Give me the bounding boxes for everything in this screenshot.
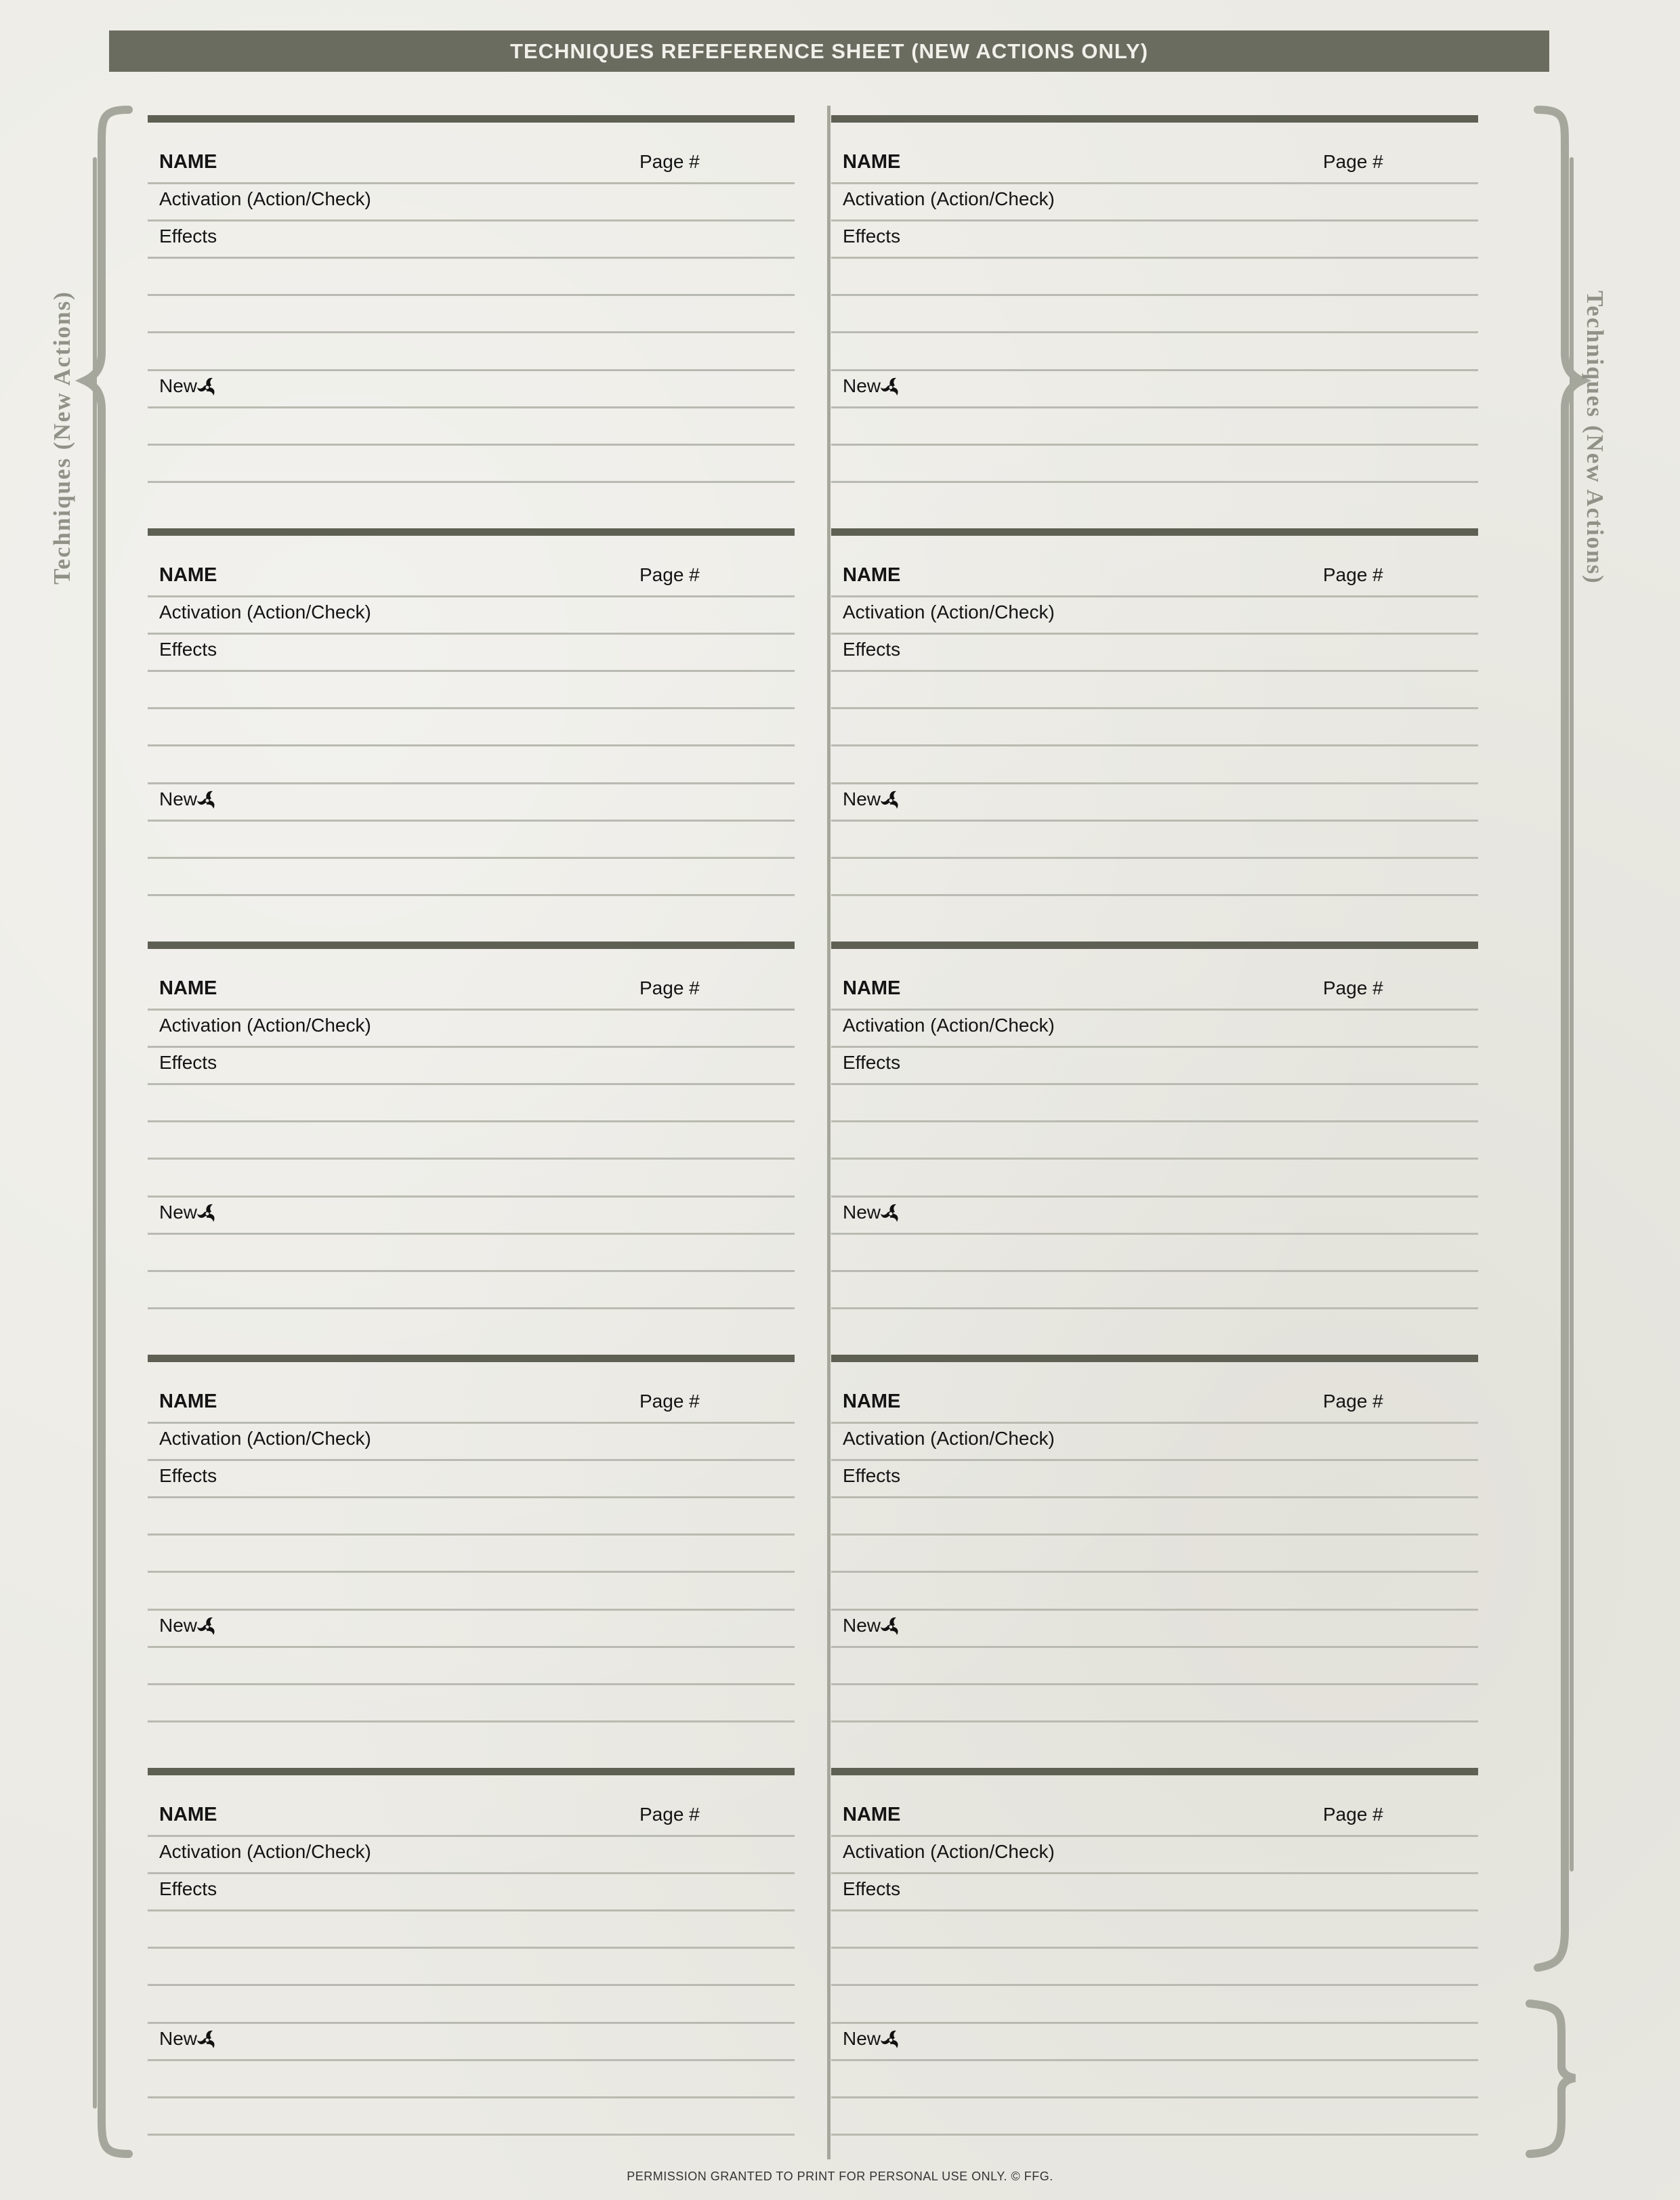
card-header-bar bbox=[148, 115, 795, 123]
write-in-line[interactable] bbox=[148, 670, 795, 672]
page-number-label: Page # bbox=[1323, 977, 1383, 998]
name-label: NAME bbox=[843, 977, 901, 999]
write-in-line[interactable] bbox=[831, 1270, 1478, 1272]
write-in-line[interactable] bbox=[148, 1984, 795, 1986]
write-in-line[interactable] bbox=[831, 1083, 1478, 1085]
write-in-line[interactable] bbox=[148, 182, 795, 184]
effects-label: Effects bbox=[843, 226, 901, 247]
write-in-line[interactable] bbox=[831, 1646, 1478, 1648]
write-in-line[interactable] bbox=[831, 182, 1478, 184]
page-title: TECHNIQUES REFEFERENCE SHEET (NEW ACTIONS ONLY) bbox=[109, 30, 1549, 72]
write-in-line[interactable] bbox=[148, 1909, 795, 1911]
name-label: NAME bbox=[159, 1804, 217, 1825]
write-in-line[interactable] bbox=[148, 2059, 795, 2061]
write-in-line[interactable] bbox=[831, 1046, 1478, 1048]
write-in-line[interactable] bbox=[831, 294, 1478, 296]
write-in-line[interactable] bbox=[148, 894, 795, 896]
write-in-line[interactable] bbox=[148, 1533, 795, 1536]
triskelion-symbol-icon bbox=[879, 2028, 903, 2052]
page-number-label: Page # bbox=[639, 977, 700, 998]
write-in-line[interactable] bbox=[148, 1683, 795, 1685]
technique-card bbox=[148, 942, 795, 1321]
write-in-line[interactable] bbox=[831, 1947, 1478, 1949]
name-label: NAME bbox=[159, 1391, 217, 1412]
effects-label: Effects bbox=[843, 1878, 901, 1899]
activation-label: Activation (Action/Check) bbox=[843, 1015, 1055, 1036]
name-label: NAME bbox=[843, 1804, 901, 1825]
card-header-bar bbox=[831, 942, 1478, 949]
name-label: NAME bbox=[159, 564, 217, 586]
write-in-line[interactable] bbox=[831, 782, 1478, 784]
write-in-line[interactable] bbox=[148, 1270, 795, 1272]
write-in-line[interactable] bbox=[831, 857, 1478, 859]
write-in-line[interactable] bbox=[148, 219, 795, 221]
triskelion-symbol-icon bbox=[195, 2028, 219, 2052]
activation-label: Activation (Action/Check) bbox=[159, 601, 371, 622]
card-header-bar bbox=[831, 528, 1478, 536]
triskelion-symbol-icon bbox=[195, 1615, 219, 1639]
write-in-line[interactable] bbox=[831, 2022, 1478, 2024]
write-in-line[interactable] bbox=[148, 369, 795, 371]
triskelion-symbol-icon bbox=[879, 1615, 903, 1639]
write-in-line[interactable] bbox=[831, 369, 1478, 371]
technique-card bbox=[831, 1355, 1478, 1734]
page-number-label: Page # bbox=[639, 1391, 700, 1412]
effects-label: Effects bbox=[843, 1052, 901, 1073]
write-in-line[interactable] bbox=[831, 219, 1478, 221]
name-label: NAME bbox=[843, 151, 901, 173]
write-in-line[interactable] bbox=[831, 1009, 1478, 1011]
write-in-line[interactable] bbox=[148, 406, 795, 408]
write-in-line[interactable] bbox=[148, 857, 795, 859]
write-in-line[interactable] bbox=[148, 1459, 795, 1461]
effects-label: Effects bbox=[843, 1465, 901, 1486]
write-in-line[interactable] bbox=[148, 595, 795, 597]
write-in-line[interactable] bbox=[831, 257, 1478, 259]
write-in-line[interactable] bbox=[148, 294, 795, 296]
write-in-line[interactable] bbox=[148, 1496, 795, 1498]
effects-label: Effects bbox=[159, 1052, 217, 1073]
write-in-line[interactable] bbox=[148, 257, 795, 259]
write-in-line[interactable] bbox=[831, 331, 1478, 333]
write-in-line[interactable] bbox=[148, 782, 795, 784]
write-in-line[interactable] bbox=[831, 1683, 1478, 1685]
write-in-line[interactable] bbox=[148, 444, 795, 446]
write-in-line[interactable] bbox=[148, 1872, 795, 1874]
write-in-line[interactable] bbox=[148, 1609, 795, 1611]
write-in-line[interactable] bbox=[148, 1307, 795, 1309]
effects-label: Effects bbox=[159, 1878, 217, 1899]
triskelion-symbol-icon bbox=[879, 375, 903, 400]
card-header-bar bbox=[148, 942, 795, 949]
write-in-line[interactable] bbox=[148, 1835, 795, 1837]
page-number-label: Page # bbox=[1323, 564, 1383, 585]
write-in-line[interactable] bbox=[831, 1120, 1478, 1122]
new-label: New bbox=[159, 788, 198, 809]
activation-label: Activation (Action/Check) bbox=[159, 1015, 371, 1036]
write-in-line[interactable] bbox=[831, 820, 1478, 822]
new-label: New bbox=[843, 2028, 881, 2049]
activation-label: Activation (Action/Check) bbox=[843, 1428, 1055, 1449]
activation-label: Activation (Action/Check) bbox=[843, 188, 1055, 209]
write-in-line[interactable] bbox=[148, 1120, 795, 1122]
triskelion-symbol-icon bbox=[195, 375, 219, 400]
technique-card bbox=[831, 942, 1478, 1321]
write-in-line[interactable] bbox=[148, 1009, 795, 1011]
write-in-line[interactable] bbox=[831, 1609, 1478, 1611]
name-label: NAME bbox=[843, 1391, 901, 1412]
write-in-line[interactable] bbox=[831, 894, 1478, 896]
write-in-line[interactable] bbox=[148, 1196, 795, 1198]
write-in-line[interactable] bbox=[148, 2134, 795, 2136]
write-in-line[interactable] bbox=[148, 820, 795, 822]
effects-label: Effects bbox=[159, 1465, 217, 1486]
effects-label: Effects bbox=[843, 639, 901, 660]
triskelion-symbol-icon bbox=[195, 1202, 219, 1226]
write-in-line[interactable] bbox=[831, 1422, 1478, 1424]
write-in-line[interactable] bbox=[831, 1158, 1478, 1160]
name-label: NAME bbox=[843, 564, 901, 586]
write-in-line[interactable] bbox=[831, 2134, 1478, 2136]
activation-label: Activation (Action/Check) bbox=[159, 1841, 371, 1862]
write-in-line[interactable] bbox=[148, 1046, 795, 1048]
effects-label: Effects bbox=[159, 639, 217, 660]
write-in-line[interactable] bbox=[148, 1646, 795, 1648]
activation-label: Activation (Action/Check) bbox=[159, 1428, 371, 1449]
page-number-label: Page # bbox=[1323, 151, 1383, 172]
write-in-line[interactable] bbox=[148, 633, 795, 635]
write-in-line[interactable] bbox=[148, 1947, 795, 1949]
new-label: New bbox=[843, 788, 881, 809]
write-in-line[interactable] bbox=[831, 707, 1478, 709]
write-in-line[interactable] bbox=[148, 2096, 795, 2098]
write-in-line[interactable] bbox=[831, 1307, 1478, 1309]
triskelion-symbol-icon bbox=[879, 788, 903, 813]
write-in-line[interactable] bbox=[148, 331, 795, 333]
write-in-line[interactable] bbox=[831, 1459, 1478, 1461]
write-in-line[interactable] bbox=[831, 1720, 1478, 1722]
write-in-line[interactable] bbox=[831, 1533, 1478, 1536]
technique-card bbox=[148, 1768, 795, 2147]
technique-card bbox=[831, 1768, 1478, 2147]
name-label: NAME bbox=[159, 977, 217, 999]
write-in-line[interactable] bbox=[831, 481, 1478, 483]
write-in-line[interactable] bbox=[831, 1909, 1478, 1911]
write-in-line[interactable] bbox=[148, 1422, 795, 1424]
write-in-line[interactable] bbox=[148, 1158, 795, 1160]
card-header-bar bbox=[148, 1768, 795, 1775]
new-label: New bbox=[843, 1615, 881, 1636]
write-in-line[interactable] bbox=[831, 1571, 1478, 1573]
write-in-line[interactable] bbox=[831, 595, 1478, 597]
right-brace-icon bbox=[1538, 110, 1582, 1968]
write-in-line[interactable] bbox=[831, 444, 1478, 446]
write-in-line[interactable] bbox=[148, 707, 795, 709]
technique-card bbox=[831, 115, 1478, 494]
effects-label: Effects bbox=[159, 226, 217, 247]
technique-card bbox=[148, 528, 795, 908]
name-label: NAME bbox=[159, 151, 217, 173]
triskelion-symbol-icon bbox=[195, 788, 219, 813]
new-label: New bbox=[843, 1202, 881, 1223]
card-header-bar bbox=[831, 1355, 1478, 1362]
right-side-label: Techniques (New Actions) bbox=[1582, 291, 1608, 585]
write-in-line[interactable] bbox=[831, 1196, 1478, 1198]
new-label: New bbox=[159, 375, 198, 396]
new-label: New bbox=[843, 375, 881, 396]
left-brace-icon bbox=[85, 110, 129, 2154]
new-label: New bbox=[159, 2028, 198, 2049]
write-in-line[interactable] bbox=[831, 744, 1478, 746]
write-in-line[interactable] bbox=[831, 406, 1478, 408]
technique-card bbox=[148, 115, 795, 494]
card-header-bar bbox=[831, 1768, 1478, 1775]
write-in-line[interactable] bbox=[148, 481, 795, 483]
write-in-line[interactable] bbox=[831, 1835, 1478, 1837]
write-in-line[interactable] bbox=[148, 744, 795, 746]
page-number-label: Page # bbox=[1323, 1391, 1383, 1412]
card-header-bar bbox=[148, 1355, 795, 1362]
page-number-label: Page # bbox=[639, 1804, 700, 1825]
write-in-line[interactable] bbox=[148, 1571, 795, 1573]
activation-label: Activation (Action/Check) bbox=[159, 188, 371, 209]
write-in-line[interactable] bbox=[831, 1496, 1478, 1498]
technique-card bbox=[831, 528, 1478, 908]
left-side-label: Techniques (New Actions) bbox=[49, 291, 75, 585]
write-in-line[interactable] bbox=[831, 2096, 1478, 2098]
footer-permission: PERMISSION GRANTED TO PRINT FOR PERSONAL USE ONLY. © FFG. bbox=[627, 2170, 1053, 2183]
new-label: New bbox=[159, 1202, 198, 1223]
write-in-line[interactable] bbox=[831, 670, 1478, 672]
write-in-line[interactable] bbox=[148, 1233, 795, 1235]
write-in-line[interactable] bbox=[831, 1233, 1478, 1235]
write-in-line[interactable] bbox=[831, 1984, 1478, 1986]
triskelion-symbol-icon bbox=[879, 1202, 903, 1226]
write-in-line[interactable] bbox=[831, 1872, 1478, 1874]
column-divider bbox=[827, 106, 831, 2159]
write-in-line[interactable] bbox=[148, 1720, 795, 1722]
new-label: New bbox=[159, 1615, 198, 1636]
activation-label: Activation (Action/Check) bbox=[843, 601, 1055, 622]
write-in-line[interactable] bbox=[148, 2022, 795, 2024]
write-in-line[interactable] bbox=[831, 633, 1478, 635]
page-number-label: Page # bbox=[1323, 1804, 1383, 1825]
write-in-line[interactable] bbox=[148, 1083, 795, 1085]
activation-label: Activation (Action/Check) bbox=[843, 1841, 1055, 1862]
page-number-label: Page # bbox=[639, 151, 700, 172]
technique-card bbox=[148, 1355, 795, 1734]
right-lower-brace-icon bbox=[1530, 2004, 1575, 2154]
page-number-label: Page # bbox=[639, 564, 700, 585]
card-header-bar bbox=[148, 528, 795, 536]
card-header-bar bbox=[831, 115, 1478, 123]
write-in-line[interactable] bbox=[831, 2059, 1478, 2061]
